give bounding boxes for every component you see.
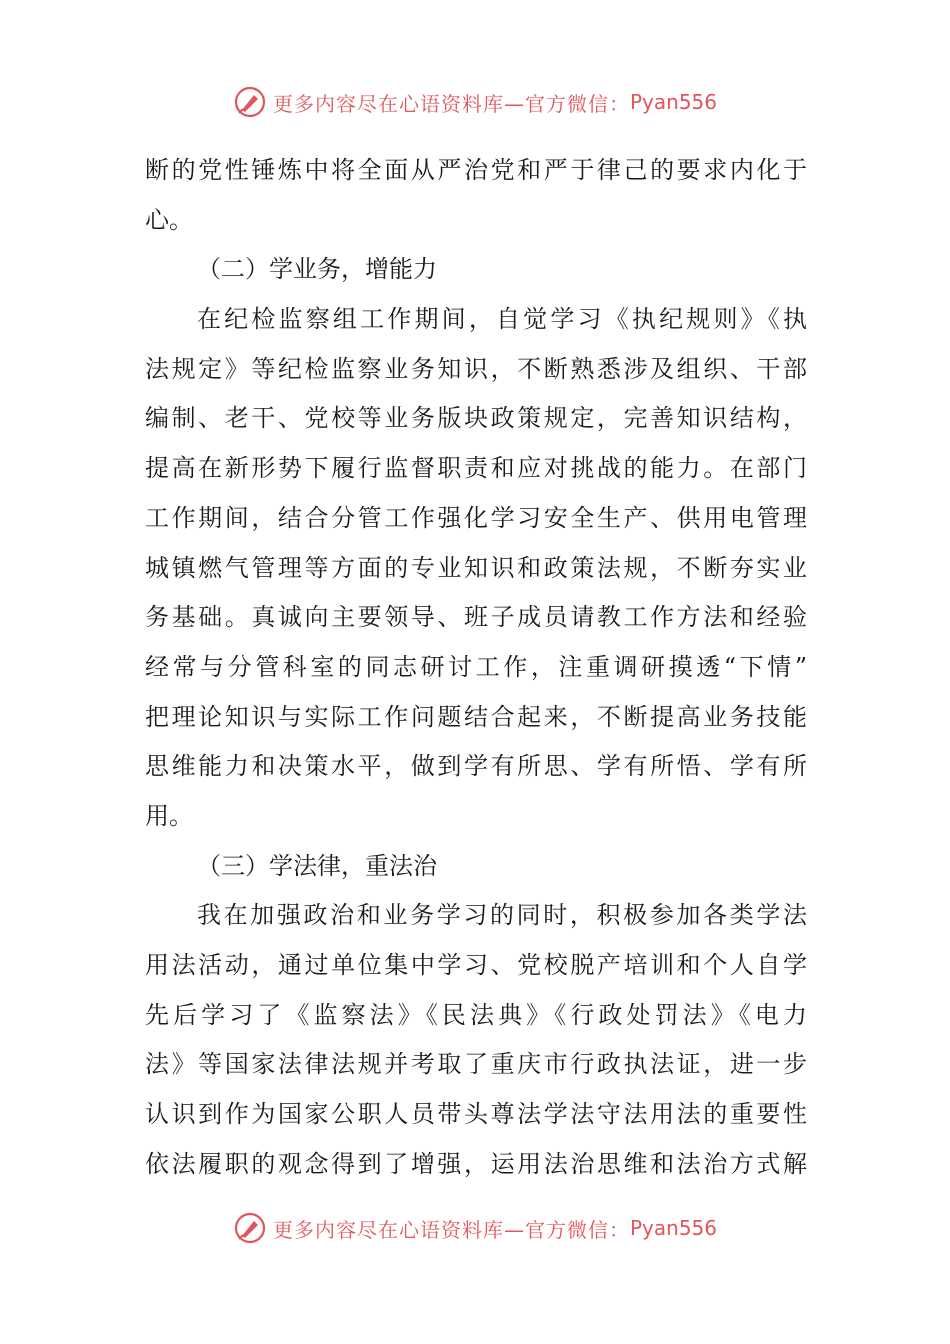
text-line: 法》等国家法律法规并考取了重庆市行政执法证，进一步 — [145, 1050, 807, 1079]
watermark-text: 更多内容尽在心语资料库—官方微信： — [272, 1217, 630, 1242]
section-heading: （三）学法律，重法治 — [197, 851, 437, 880]
text-line: 心。 — [145, 205, 193, 234]
watermark-footer — [0, 1208, 950, 1248]
text-line: 城镇燃气管理等方面的专业知识和政策法规，不断夯实业 — [145, 553, 807, 582]
text-line: 依法履职的观念得到了增强，运用法治思维和法治方式解 — [145, 1149, 807, 1178]
section-heading: （二）学业务，增能力 — [197, 255, 437, 284]
wechat-id: Pyan556 — [629, 1216, 717, 1240]
pen-nib-icon — [233, 1211, 267, 1245]
text-line: 把理论知识与实际工作问题结合起来，不断提高业务技能 — [145, 702, 807, 731]
text-line: 编制、老干、党校等业务版块政策规定，完善知识结构， — [145, 404, 807, 433]
text-line: 认识到作为国家公职人员带头尊法学法守法用法的重要性 — [145, 1100, 807, 1129]
text-line: 断的党性锤炼中将全面从严治党和严于律己的要求内化于 — [145, 156, 807, 184]
text-line: 先后学习了《监察法》《民法典》《行政处罚法》《电力 — [145, 1000, 807, 1029]
text-line: 思维能力和决策水平，做到学有所思、学有所悟、学有所 — [145, 752, 807, 781]
pen-nib-icon — [233, 85, 267, 119]
text-line: 提高在新形势下履行监督职责和应对挑战的能力。在部门 — [145, 454, 807, 483]
text-line: 在纪检监察组工作期间，自觉学习《执纪规则》《执 — [197, 305, 807, 334]
document-body — [145, 146, 807, 1189]
watermark-text: 更多内容尽在心语资料库—官方微信： — [272, 91, 630, 116]
text-line: 我在加强政治和业务学习的同时，积极参加各类学法 — [197, 901, 807, 930]
watermark-header — [0, 82, 950, 122]
wechat-id: Pyan556 — [629, 90, 717, 114]
text-line: 法规定》等纪检监察业务知识，不断熟悉涉及组织、干部 — [145, 354, 807, 383]
text-line: 经常与分管科室的同志研讨工作，注重调研摸透“下情” — [145, 652, 807, 681]
text-line: 务基础。真诚向主要领导、班子成员请教工作方法和经验 — [145, 603, 807, 632]
text-line: 工作期间，结合分管工作强化学习安全生产、供用电管理 — [145, 503, 807, 532]
text-line: 用法活动，通过单位集中学习、党校脱产培训和个人自学 — [145, 951, 807, 979]
text-line: 用。 — [145, 801, 193, 830]
